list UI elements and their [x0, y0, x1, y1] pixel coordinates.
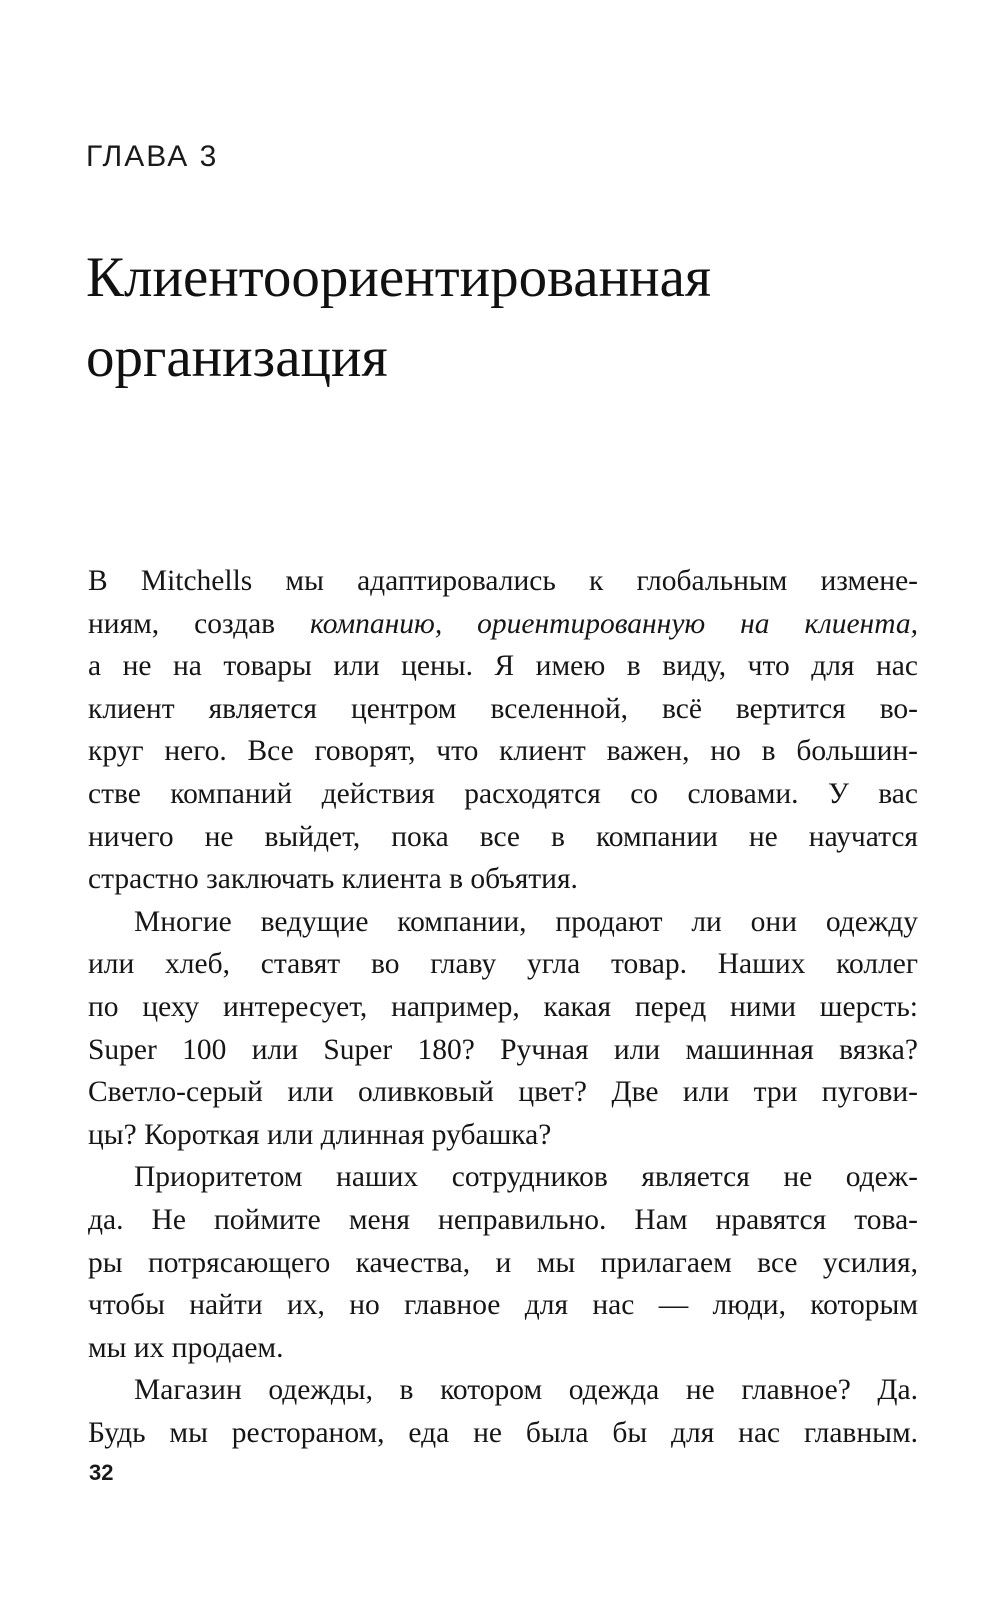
text-line: цы? Короткая или длинная рубашка?	[88, 1118, 552, 1151]
text-line: а не на товары или цены. Я имею в виду, что для нас	[88, 650, 918, 683]
text-line: Светло-серый или оливковый цвет? Две или три пугови-	[88, 1076, 918, 1109]
text-line: Приоритетом наших сотрудников является не одеж-	[134, 1161, 918, 1194]
text-line: В Mitchells мы адаптировались к глобальным измене-	[88, 565, 918, 597]
text-line: да. Не поймите меня неправильно. Нам нравятся това-	[88, 1203, 918, 1236]
text-segment: ниям, создав	[88, 607, 311, 640]
text-line: Super 100 или Super 180? Ручная или машинная вязка?	[88, 1033, 918, 1066]
chapter-title	[86, 238, 946, 398]
chapter-title-line-2: организация	[86, 326, 388, 389]
chapter-label: ГЛАВА 3	[86, 140, 219, 173]
text-line: ры потрясающего качества, и мы прилагаем все усилия,	[88, 1246, 918, 1279]
italic-phrase: компанию, ориентированную на клиента,	[310, 607, 918, 640]
text-line: круг него. Все говорят, что клиент важен, но в большин-	[88, 735, 918, 768]
paragraph-4	[88, 1369, 918, 1454]
page-number: 32	[89, 1460, 114, 1485]
text-line: или хлеб, ставят во главу угла товар. Наших коллег	[88, 948, 918, 981]
paragraph-2	[88, 901, 918, 1157]
text-line: стве компаний действия расходятся со словами. У вас	[88, 777, 918, 810]
chapter-title-line-1: Клиентоориентированная	[86, 246, 712, 309]
text-line: Многие ведущие компании, продают ли они одежду	[134, 905, 918, 938]
text-line: клиент является центром вселенной, всё вертится во-	[88, 692, 918, 725]
body-text	[88, 560, 918, 1454]
text-line: Будь мы рестораном, еда не была бы для нас главным.	[88, 1416, 918, 1449]
paragraph-3	[88, 1156, 918, 1369]
text-line: страстно заключать клиента в объятия.	[88, 863, 578, 896]
text-line	[88, 603, 918, 646]
paragraph-1	[88, 560, 918, 901]
text-line: чтобы найти их, но главное для нас — люди, которым	[88, 1289, 918, 1322]
text-line: ничего не выйдет, пока все в компании не научатся	[88, 820, 918, 853]
text-line: Магазин одежды, в котором одежда не главное? Да.	[134, 1374, 918, 1407]
text-line: по цеху интересует, например, какая перед ними шерсть:	[88, 990, 918, 1023]
text-line: мы их продаем.	[88, 1331, 284, 1364]
